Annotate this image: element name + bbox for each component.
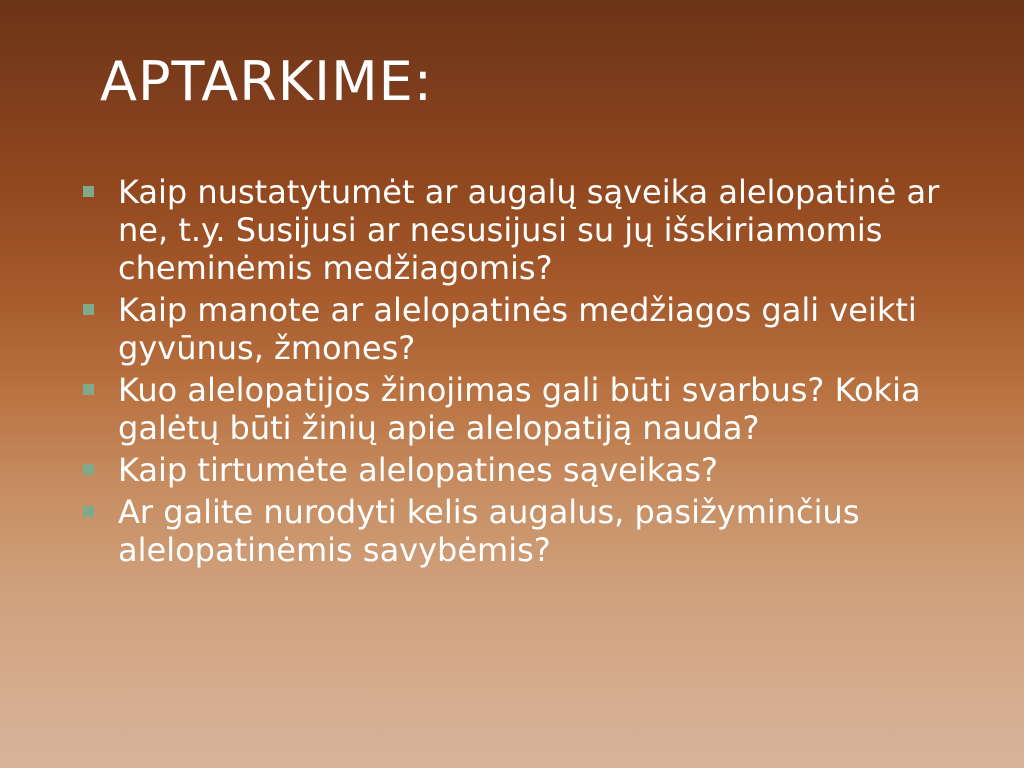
slide-title: APTARKIME: [100, 50, 433, 113]
bullet-text: Kaip nustatytumėt ar augalų sąveika alelopatinė ar ne, t.y. Susijusi ar nesusijusi su jų išskiriamomis cheminėmis medžiagomis? [118, 173, 940, 287]
bullet-text: Ar galite nurodyti kelis augalus, pasižyminčius alelopatinėmis savybėmis? [118, 493, 860, 569]
bullet-text: Kuo alelopatijos žinojimas gali būti svarbus? Kokia galėtų būti žinių apie alelopatiją nauda? [118, 371, 921, 447]
bullet-list [80, 173, 960, 573]
bullet-item [80, 451, 960, 489]
square-bullet-icon [83, 186, 94, 197]
square-bullet-icon [83, 506, 94, 517]
bullet-item [80, 173, 960, 287]
bullet-text: Kaip tirtumėte alelopatines sąveikas? [118, 451, 718, 489]
square-bullet-icon [83, 464, 94, 475]
bullet-item [80, 371, 960, 447]
bullet-item [80, 291, 960, 367]
bullet-item [80, 493, 960, 569]
square-bullet-icon [83, 304, 94, 315]
square-bullet-icon [83, 384, 94, 395]
bullet-text: Kaip manote ar alelopatinės medžiagos gali veikti gyvūnus, žmones? [118, 291, 917, 367]
